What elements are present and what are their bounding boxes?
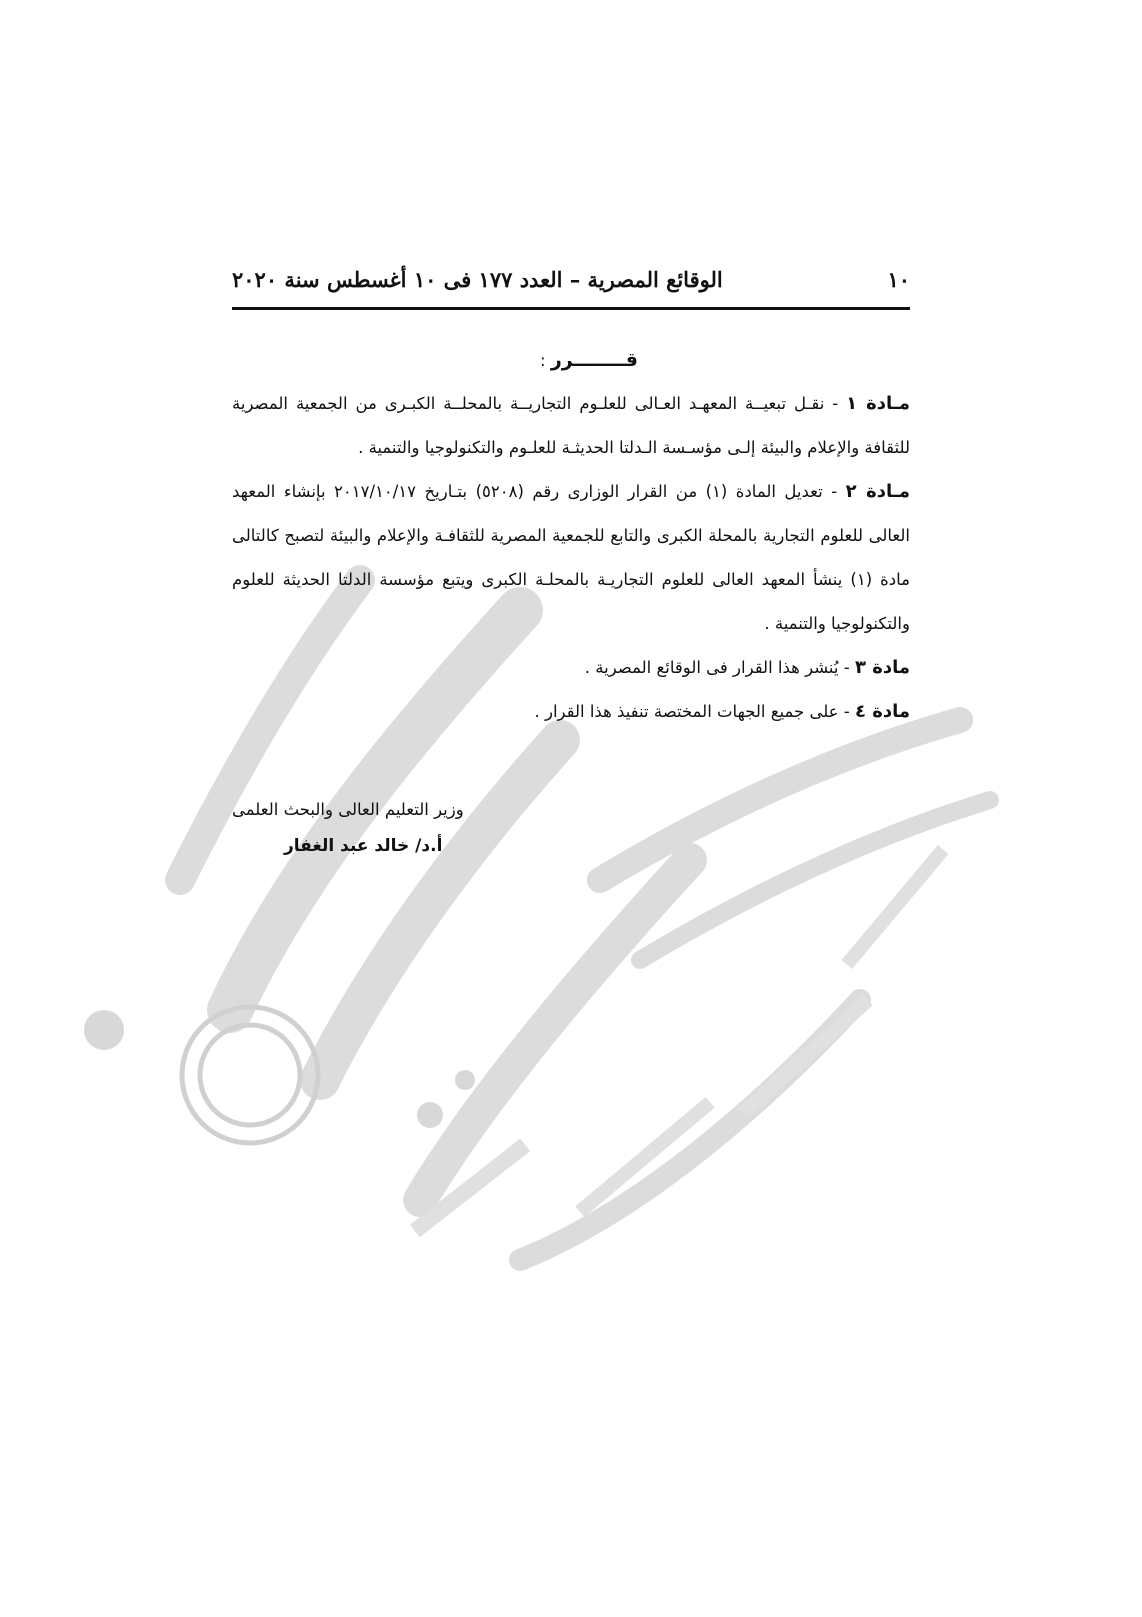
article-4: [232, 690, 910, 734]
article-text: - على جميع الجهات المختصة تنفيذ هذا القرار .: [534, 702, 855, 721]
header-divider: [232, 307, 910, 310]
minister-title: وزير التعليم العالى والبحث العلمى: [232, 800, 464, 819]
decree-heading: [232, 338, 910, 382]
article-label: مادة ٣: [854, 657, 910, 678]
article-3: [232, 646, 910, 690]
page-number: ١٠: [887, 266, 910, 292]
article-text: - تعديل المادة (١) من القرار الوزارى رقم (٥٢٠٨) بتـاريخ ٢٠١٧/١٠/١٧ بإنشاء المعهد العالى للعلوم التجارية بالمحلة الكبرى والتابع للجمعية المصرية للثقافـة والإعلام والبيئة لتصبح كالتالى مادة (١) ينشأ المعهد العالى للعلوم التجاريـة بالمحلـة الكبرى ويتبع مؤسسة الدلتا الحديثة للعلوم والتكنولوجيا والتنمية .: [232, 482, 910, 633]
decree-heading-word: قــــــــرر: [550, 349, 638, 371]
decree-heading-suffix: :: [540, 351, 551, 370]
article-1: [232, 382, 910, 470]
article-text: - نقـل تبعيــة المعهـد العـالى للعلـوم التجاريــة بالمحلــة الكبـرى من الجمعية المصرية للثقافة والإعلام والبيئة إلـى مؤسـسة الـدلتا الحديثـة للعلـوم والتكنولوجيا والتنمية .: [232, 394, 910, 457]
gazette-title: الوقائع المصرية – العدد ١٧٧ فى ١٠ أغسطس سنة ٢٠٢٠: [232, 266, 723, 292]
gazette-header: [232, 262, 910, 296]
article-2: [232, 470, 910, 646]
signature-block: [232, 792, 910, 864]
article-label: مـادة ١: [846, 393, 911, 414]
article-label: مـادة ٢: [845, 481, 911, 502]
article-label: مادة ٤: [854, 701, 910, 722]
decree-body: [232, 338, 910, 734]
signer-name: أ.د/ خالد عبد الغفار: [284, 836, 443, 856]
article-text: - يُنشر هذا القرار فى الوقائع المصرية .: [584, 658, 855, 677]
